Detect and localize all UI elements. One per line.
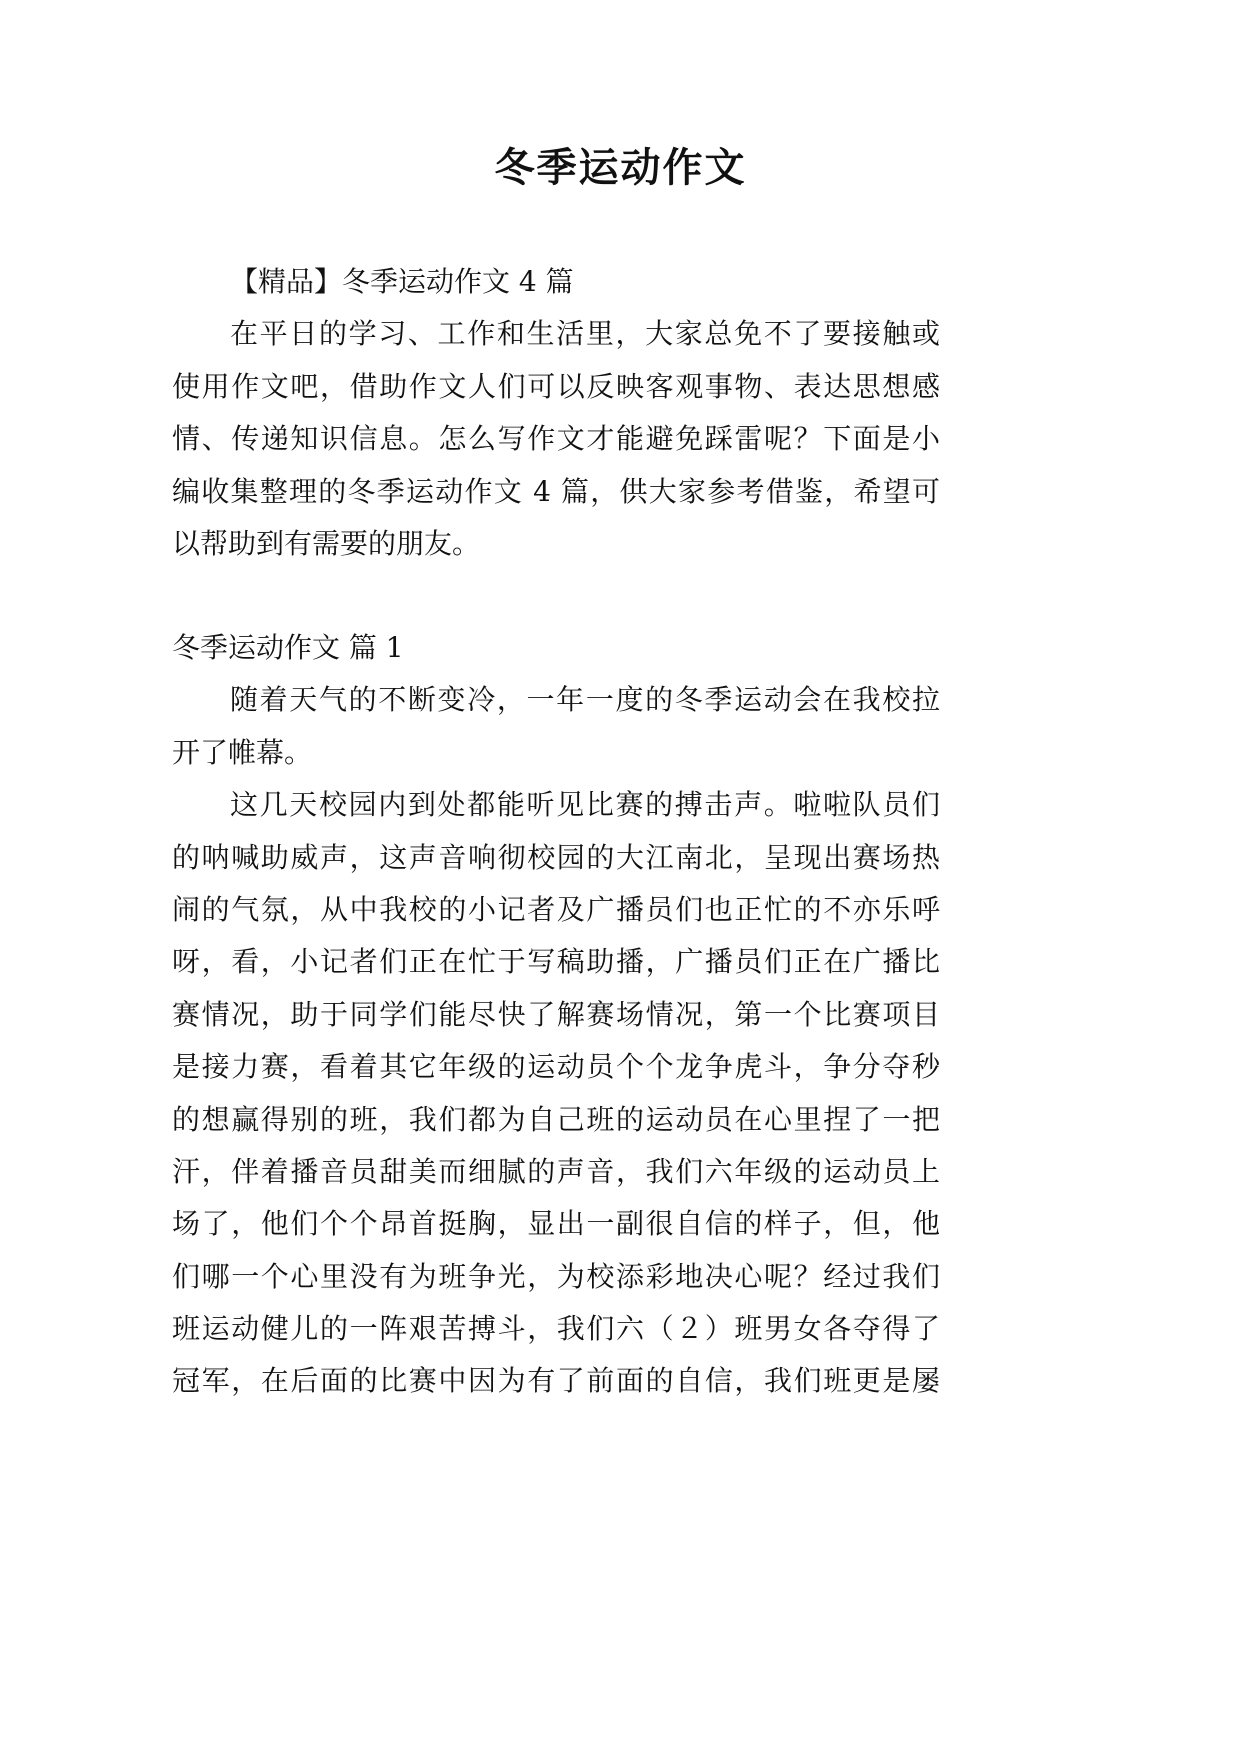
body-line: 是接力赛，看着其它年级的运动员个个龙争虎斗，争分夺秒 — [172, 1050, 940, 1084]
intro-heading: 【精品】冬季运动作文 4 篇 — [230, 265, 574, 298]
intro-section — [172, 256, 940, 570]
body-line: 场了，他们个个昂首挺胸，显出一副很自信的样子，但，他 — [172, 1207, 940, 1241]
body-line: 的呐喊助威声，这声音响彻校园的大江南北，呈现出赛场热 — [172, 840, 940, 874]
document-title: 冬季运动作文 — [494, 144, 747, 191]
intro-line: 情、传递知识信息。怎么写作文才能避免踩雷呢？下面是小 — [172, 422, 940, 456]
body-line: 这几天校园内到处都能听见比赛的搏击声。啦啦队员们 — [230, 788, 940, 822]
intro-line: 使用作文吧，借助作文人们可以反映客观事物、表达思想感 — [172, 369, 940, 403]
body-line: 呀，看，小记者们正在忙于写稿助播，广播员们正在广播比 — [172, 945, 940, 979]
section-heading: 冬季运动作文 篇 1 — [172, 631, 404, 664]
intro-line: 编收集整理的冬季运动作文 4 篇，供大家参考借鉴，希望可 — [172, 474, 940, 508]
body-line: 闹的气氛，从中我校的小记者及广播员们也正忙的不亦乐呼 — [172, 892, 940, 926]
intro-line: 在平日的学习、工作和生活里，大家总免不了要接触或 — [230, 317, 940, 351]
body-line: 随着天气的不断变冷，一年一度的冬季运动会在我校拉 — [230, 683, 940, 717]
body-line: 班运动健儿的一阵艰苦搏斗，我们六（２）班男女各夺得了 — [172, 1312, 940, 1346]
body-line: 们哪一个心里没有为班争光，为校添彩地决心呢？经过我们 — [172, 1259, 940, 1293]
intro-line: 以帮助到有需要的朋友。 — [172, 526, 481, 560]
body-line: 的想赢得别的班，我们都为自己班的运动员在心里捏了一把 — [172, 1102, 940, 1136]
body-line: 赛情况，助于同学们能尽快了解赛场情况，第一个比赛项目 — [172, 997, 940, 1031]
section-1 — [172, 622, 940, 1408]
body-line: 冠军，在后面的比赛中因为有了前面的自信，我们班更是屡 — [172, 1364, 940, 1398]
body-line: 开了帷幕。 — [172, 735, 313, 769]
body-line: 汗，伴着播音员甜美而细腻的声音，我们六年级的运动员上 — [172, 1154, 940, 1188]
